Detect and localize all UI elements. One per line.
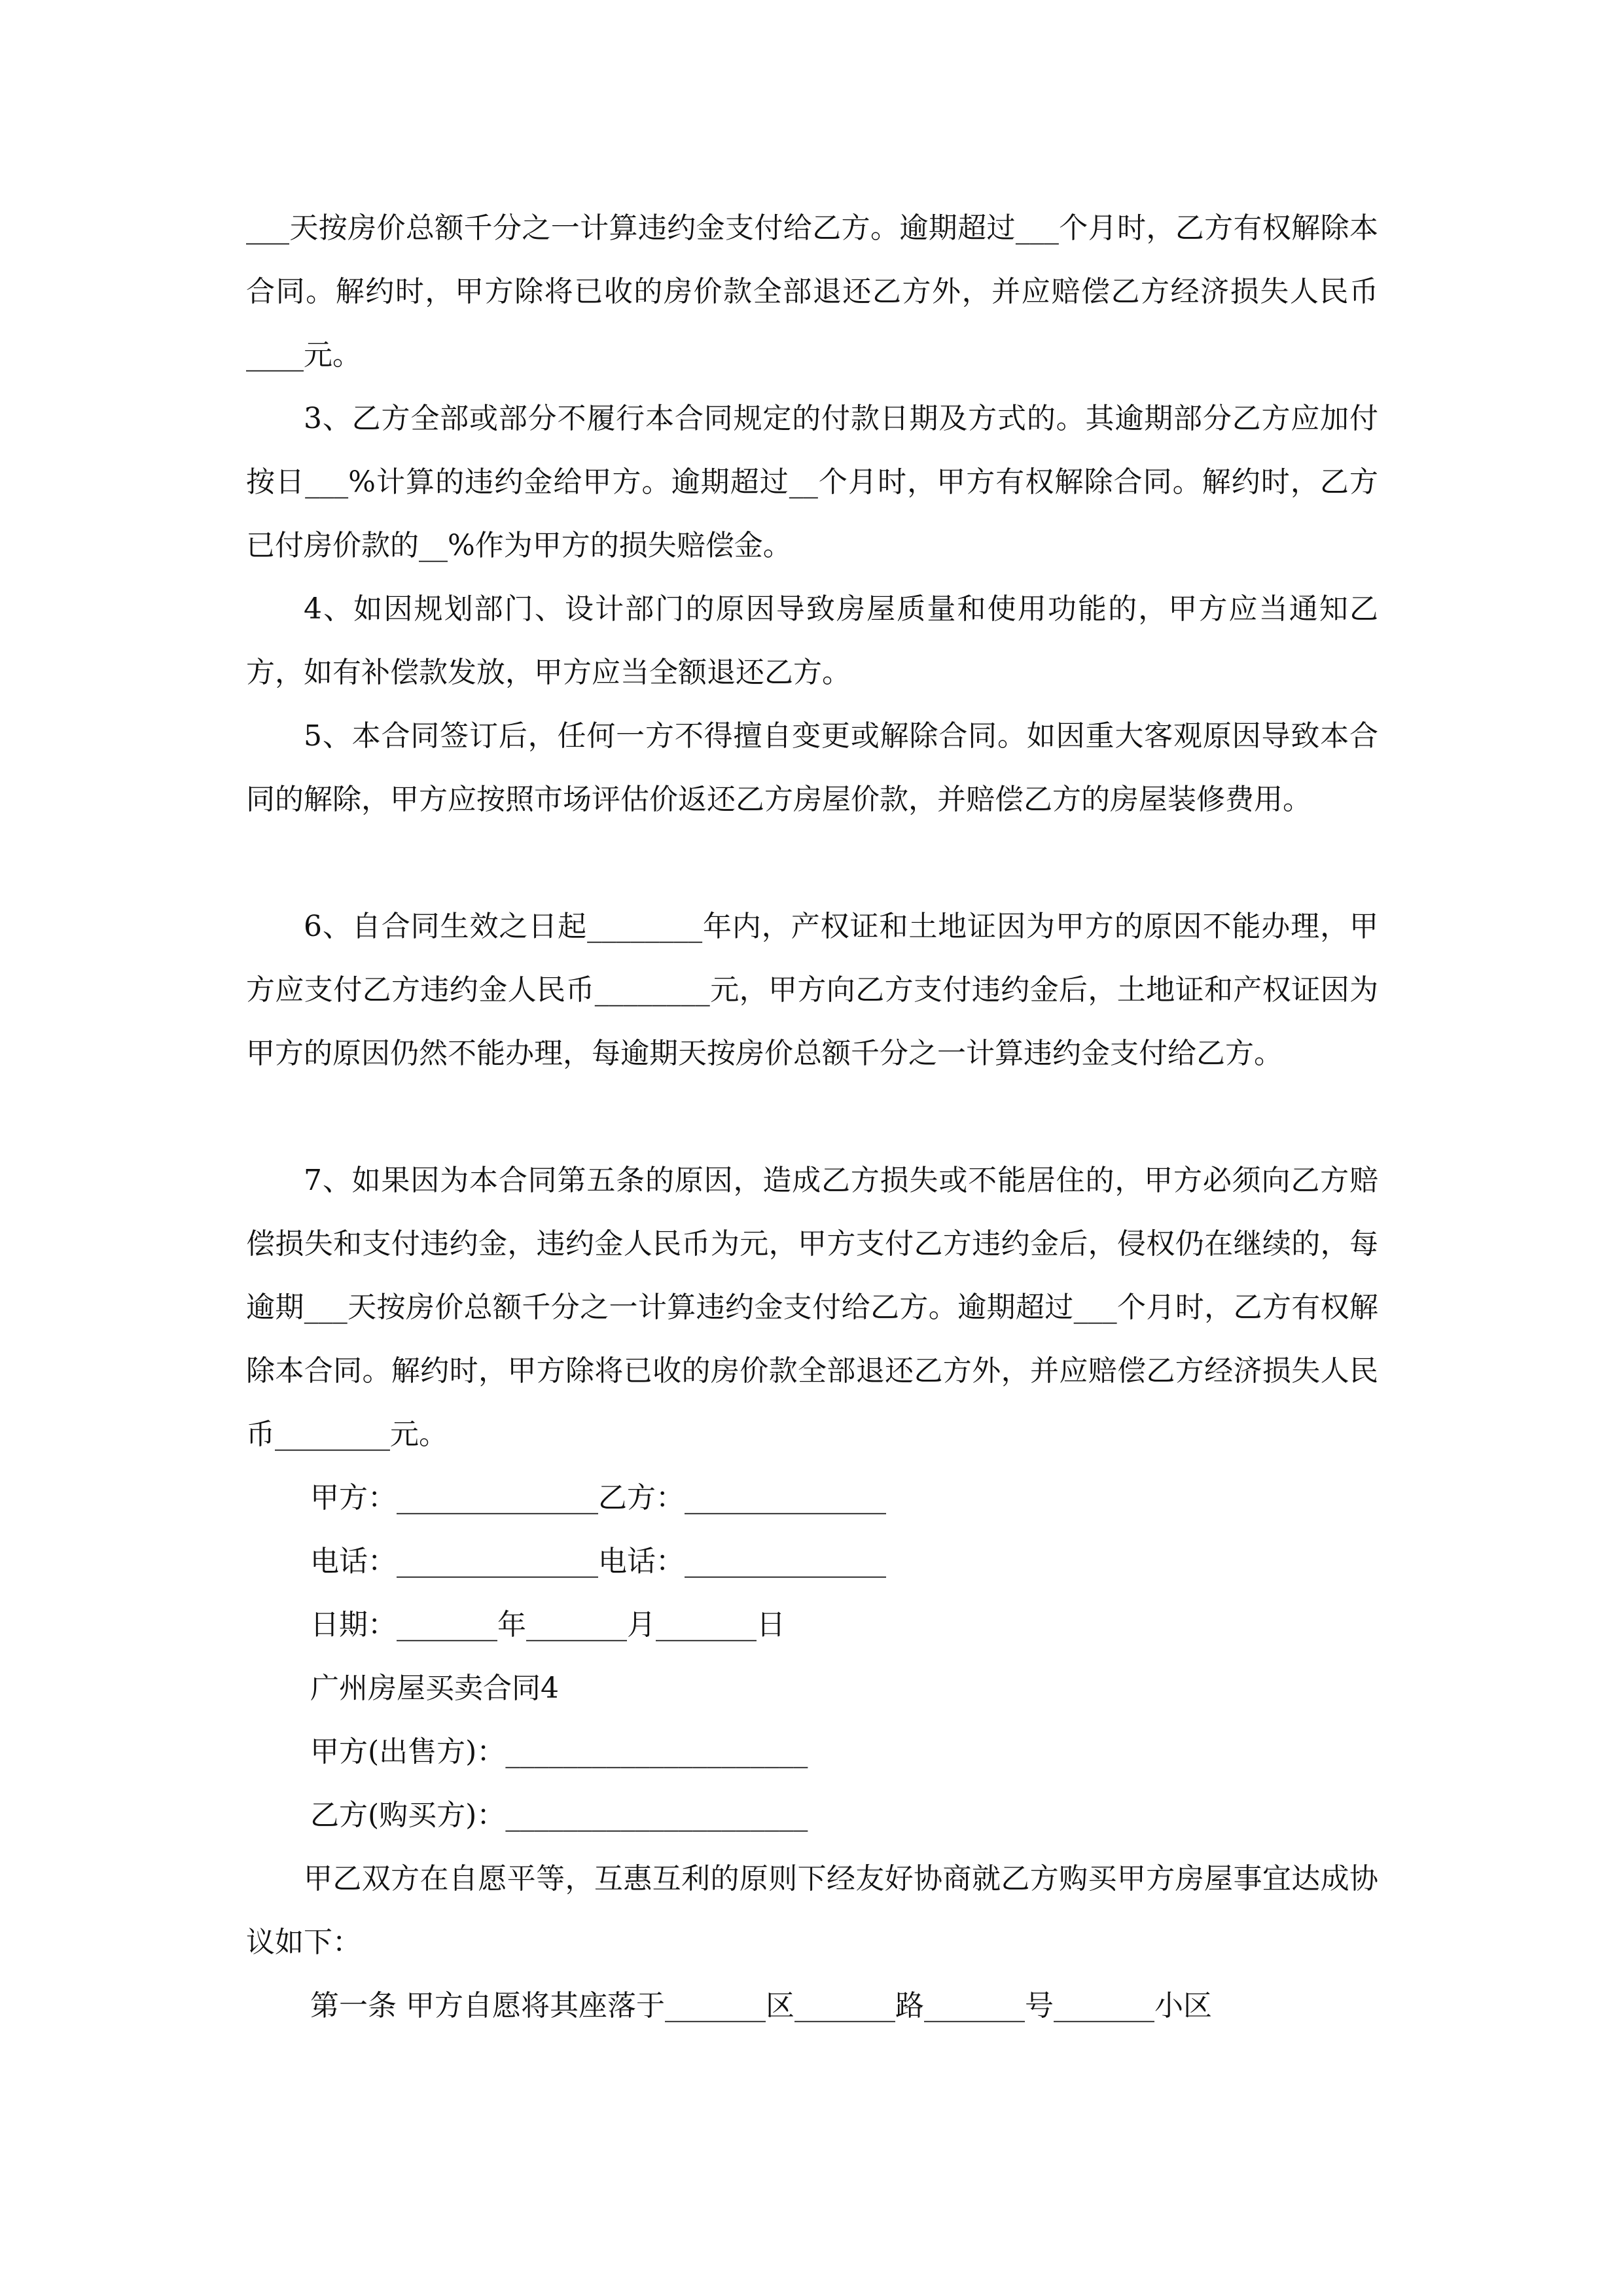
contract-title: 广州房屋买卖合同4 [310, 1672, 559, 1705]
paragraph-clause-6: 6、自合同生效之日起________年内，产权证和土地证因为甲方的原因不能办理，甲方应支付乙方违约金人民币________元，甲方向乙方支付违约金后，土地证和产权证因为甲方的原因仍然不能办理，每逾期天按房价总额千分之一计算违约金支付给乙方。 [246, 910, 1378, 1070]
signature-phone-line: 电话：______________电话：______________ [310, 1545, 886, 1578]
signature-party-line: 甲方：______________乙方：______________ [310, 1481, 886, 1515]
paragraph-clause-3: 3、乙方全部或部分不履行本合同规定的付款日期及方式的。其逾期部分乙方应加付按日___%计算的违约金给甲方。逾期超过__个月时，甲方有权解除合同。解约时，乙方已付房价款的__%作为甲方的损失赔偿金。 [246, 402, 1378, 562]
seller-line: 甲方(出售方)：_____________________ [310, 1735, 808, 1768]
article-1-line: 第一条 甲方自愿将其座落于_______区_______路_______号_______小区 [310, 1989, 1212, 2022]
buyer-line: 乙方(购买方)：_____________________ [310, 1799, 808, 1832]
paragraph-clause-7: 7、如果因为本合同第五条的原因，造成乙方损失或不能居住的，甲方必须向乙方赔偿损失和支付违约金，违约金人民币为元，甲方支付乙方违约金后，侵权仍在继续的，每逾期___天按房价总额千分之一计算违约金支付给乙方。逾期超过___个月时，乙方有权解除本合同。解约时，甲方除将已收的房价款全部退还乙方外，并应赔偿乙方经济损失人民币________元。 [246, 1164, 1378, 1451]
paragraph-penalty-seller-cont: ___天按房价总额千分之一计算违约金支付给乙方。逾期超过___个月时，乙方有权解除本合同。解约时，甲方除将已收的房价款全部退还乙方外，并应赔偿乙方经济损失人民币____元。 [246, 211, 1378, 372]
signature-date-line: 日期：_______年_______月_______日 [310, 1608, 785, 1641]
paragraph-agreement-intro: 甲乙双方在自愿平等，互惠互利的原则下经友好协商就乙方购买甲方房屋事宜达成协议如下： [246, 1862, 1378, 1959]
paragraph-clause-5: 5、本合同签订后，任何一方不得擅自变更或解除合同。如因重大客观原因导致本合同的解除，甲方应按照市场评估价返还乙方房屋价款，并赔偿乙方的房屋装修费用。 [246, 719, 1378, 816]
paragraph-clause-4: 4、如因规划部门、设计部门的原因导致房屋质量和使用功能的，甲方应当通知乙方，如有补偿款发放，甲方应当全额退还乙方。 [246, 592, 1378, 689]
